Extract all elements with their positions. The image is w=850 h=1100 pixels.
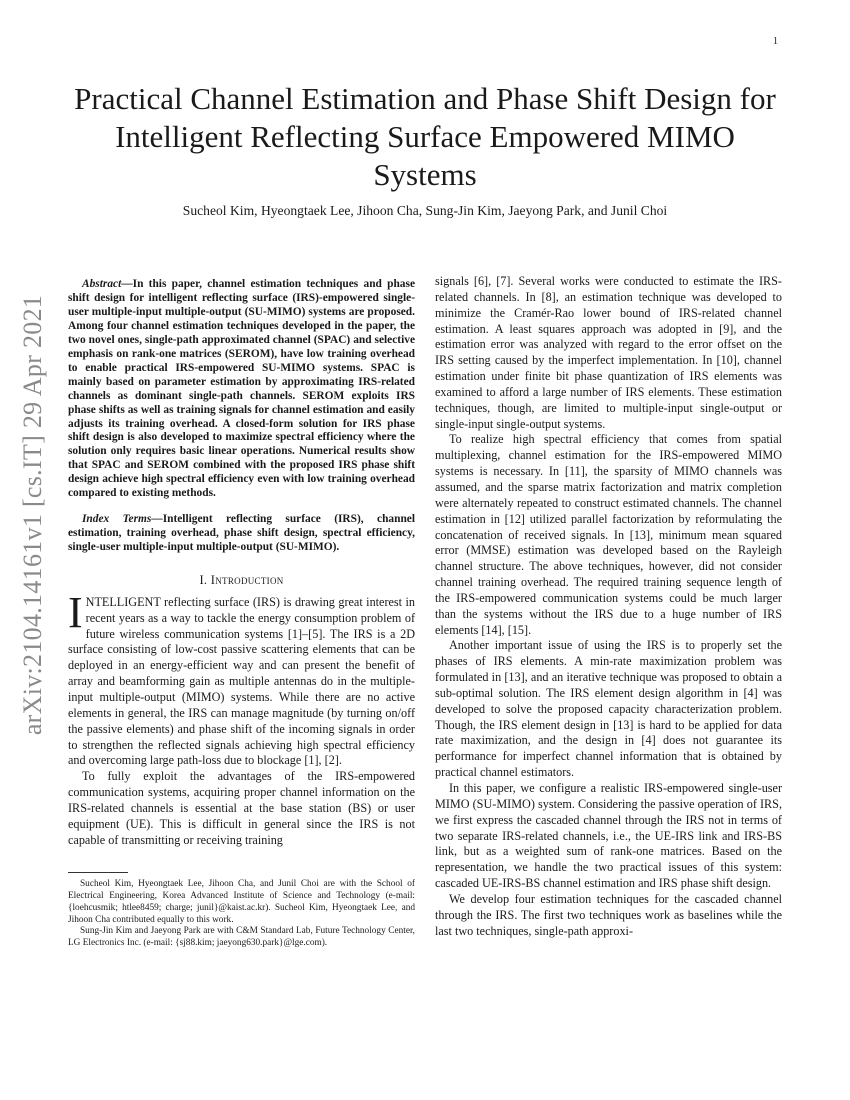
- index-terms-label: Index Terms: [82, 513, 152, 526]
- author-list: Sucheol Kim, Hyeongtaek Lee, Jihoon Cha, Sung-Jin Kim, Jaeyong Park, and Junil Choi: [182, 203, 668, 218]
- abstract-text: —In this paper, channel estimation techniques and phase shift design for intelligent reflecting surface (IRS)-empowered single-user multiple-input multiple-output (SU-MIMO) systems are proposed. Among four channel estimation techniques developed in the paper, the two novel ones, single-path approximated channel (SPAC) and selective emphasis on rank-one matrices (SEROM), have low training overhead to enable practical IRS-empowered SU-MIMO systems. SPAC is mainly based on parameter estimation by approximating IRS-related channels as dominant single-path channels. SEROM exploits IRS phase shifts as well as training signals for channel estimation and easily adjusts its training overhead. A closed-form solution for IRS phase shift design is also developed to maximize spectral efficiency where the solution only requires basic linear operations. Numerical results show that SPAC and SEROM combined with the proposed IRS phase shift design achieve high spectral efficiency even with low training overhead compared to existing methods.: [68, 278, 415, 500]
- footnote-affiliation-lg: Sung-Jin Kim and Jaeyong Park are with C&M Standard Lab, Future Technology Center, LG Electronics Inc. (e-mail: {sj88.kim; jaeyong630.park}@lge.com).: [68, 926, 415, 949]
- intro-paragraph-2: To fully exploit the advantages of the IRS-empowered communication systems, acquiring proper channel information on the IRS-related channels is essential at the base station (BS) or user equipment (UE). This is difficult in general since the IRS is not capable of transmitting or receiving training: [68, 769, 415, 847]
- intro-paragraph-1: [68, 587, 415, 769]
- footnote-affiliation-kaist: Sucheol Kim, Hyeongtaek Lee, Jihoon Cha, and Junil Choi are with the School of Electrical Engineering, Korea Advanced Institute of Science and Technology (e-mail: {loehcusmik; htlee8459; charge; junil}@kaist.ac.kr). Sucheol Kim, Hyeongtaek Lee, and Jihoon Cha contributed equally to this work.: [68, 879, 415, 925]
- intro-lead-word: NTELLIGENT: [85, 594, 161, 609]
- index-terms-text: —Intelligent reflecting surface (IRS), channel estimation, training overhead, phase shift design, spectral efficiency, single-user multiple-input multiple-output (SU-MIMO).: [68, 513, 415, 554]
- section-name: Introduction: [210, 573, 284, 588]
- arxiv-side-stamp: [8, 265, 58, 765]
- section-heading-introduction: [68, 573, 415, 589]
- left-column: [68, 274, 415, 950]
- abstract-label: Abstract: [82, 278, 122, 290]
- page-number: 1: [773, 36, 778, 47]
- abstract: [68, 278, 415, 501]
- right-paragraph-1: signals [6], [7]. Several works were conducted to estimate the IRS-related channels. In [8], an estimation technique was developed to minimize the Cramér-Rao lower bound of IRS-related channel estimation. A least squares approach was adopted in [9], and the estimation error was analyzed with regard to the error offset on the IRS setting caused by the imperfect implementation. In [10], channel estimation under finite bit phase quantization of IRS elements was examined to afford a large number of IRS elements. These estimation techniques, though, are limited to multiple-input single-output or single-input single-output systems.: [435, 274, 782, 431]
- right-paragraph-3: Another important issue of using the IRS is to properly set the phases of IRS elements. A min-rate maximization problem was formulated in [13], and an iterative technique was proposed to obtain a sub-optimal solution. The IRS element design algorithm in [4] was developed to solve the proposed capacity characterization problem. Though, the IRS element design in [13] is hard to be applied for data rate maximization, and the design in [4] does not guarantee its performance for imperfect channel information that is obtained by practical channel estimators.: [435, 638, 782, 780]
- right-paragraph-5: We develop four estimation techniques for the cascaded channel through the IRS. The first two techniques work as baselines while the last two techniques, single-path approxi-: [435, 891, 782, 938]
- intro-paragraph-1-text: reflecting surface (IRS) is drawing great interest in recent years as a way to tackle the energy consumption problem of future wireless communication systems [1]–[5]. The IRS is a 2D surface consisting of low-cost passive scattering elements that can be deployed in an energy-efficient way and can present the benefit of array and beamforming gain as multiple antennas do in the multiple-input multiple-output (MIMO) systems. While there are no active elements in general, the IRS can manage magnitude (by turning on/off the passive elements) and phase shift of the incoming signals in order to strengthen the reflected signals achieving high spectral efficiency and overcoming large path-loss due to blockage [1], [2].: [68, 594, 415, 768]
- section-number: I.: [199, 573, 211, 588]
- drop-cap: I: [68, 587, 83, 637]
- arxiv-identifier: arXiv:2104.14161v1 [cs.IT] 29 Apr 2021: [18, 294, 47, 736]
- right-paragraph-4: In this paper, we configure a realistic IRS-empowered single-user MIMO (SU-MIMO) system. Considering the passive operation of IRS, we first express the cascaded channel through the IRS not in terms of two separate IRS-related channels, i.e., the UE-IRS link and IRS-BS link, but as a weighted sum of rank-one matrices. Based on the representation, we handle the two practical issues of this system: cascaded UE-IRS-BS channel estimation and IRS phase shift design.: [435, 781, 782, 891]
- footnote-divider: [68, 872, 128, 873]
- index-terms: [68, 513, 415, 555]
- paper-title: Practical Channel Estimation and Phase Shift Design for Intelligent Reflecting Surface Empowered MIMO Systems: [74, 81, 776, 192]
- right-paragraph-2: To realize high spectral efficiency that comes from spatial multiplexing, channel estimation for the IRS-empowered MIMO systems is necessary. In [11], the sparsity of MIMO channels was assumed, and the sparse matrix factorization and matrix completion were alternately repeated to construct estimated channels. The channel estimation in [12] utilized parallel factorization by reformulating the concatenation of received signals. In [13], minimum mean squared error (MMSE) estimation was developed based on the Rayleigh channel structure. The above techniques, however, did not consider channel training overhead. The required training sequence length of the IRS-empowered communication systems could be much larger than the systems without the IRS due to a huge number of IRS elements [14], [15].: [435, 432, 782, 637]
- right-column: [435, 274, 782, 939]
